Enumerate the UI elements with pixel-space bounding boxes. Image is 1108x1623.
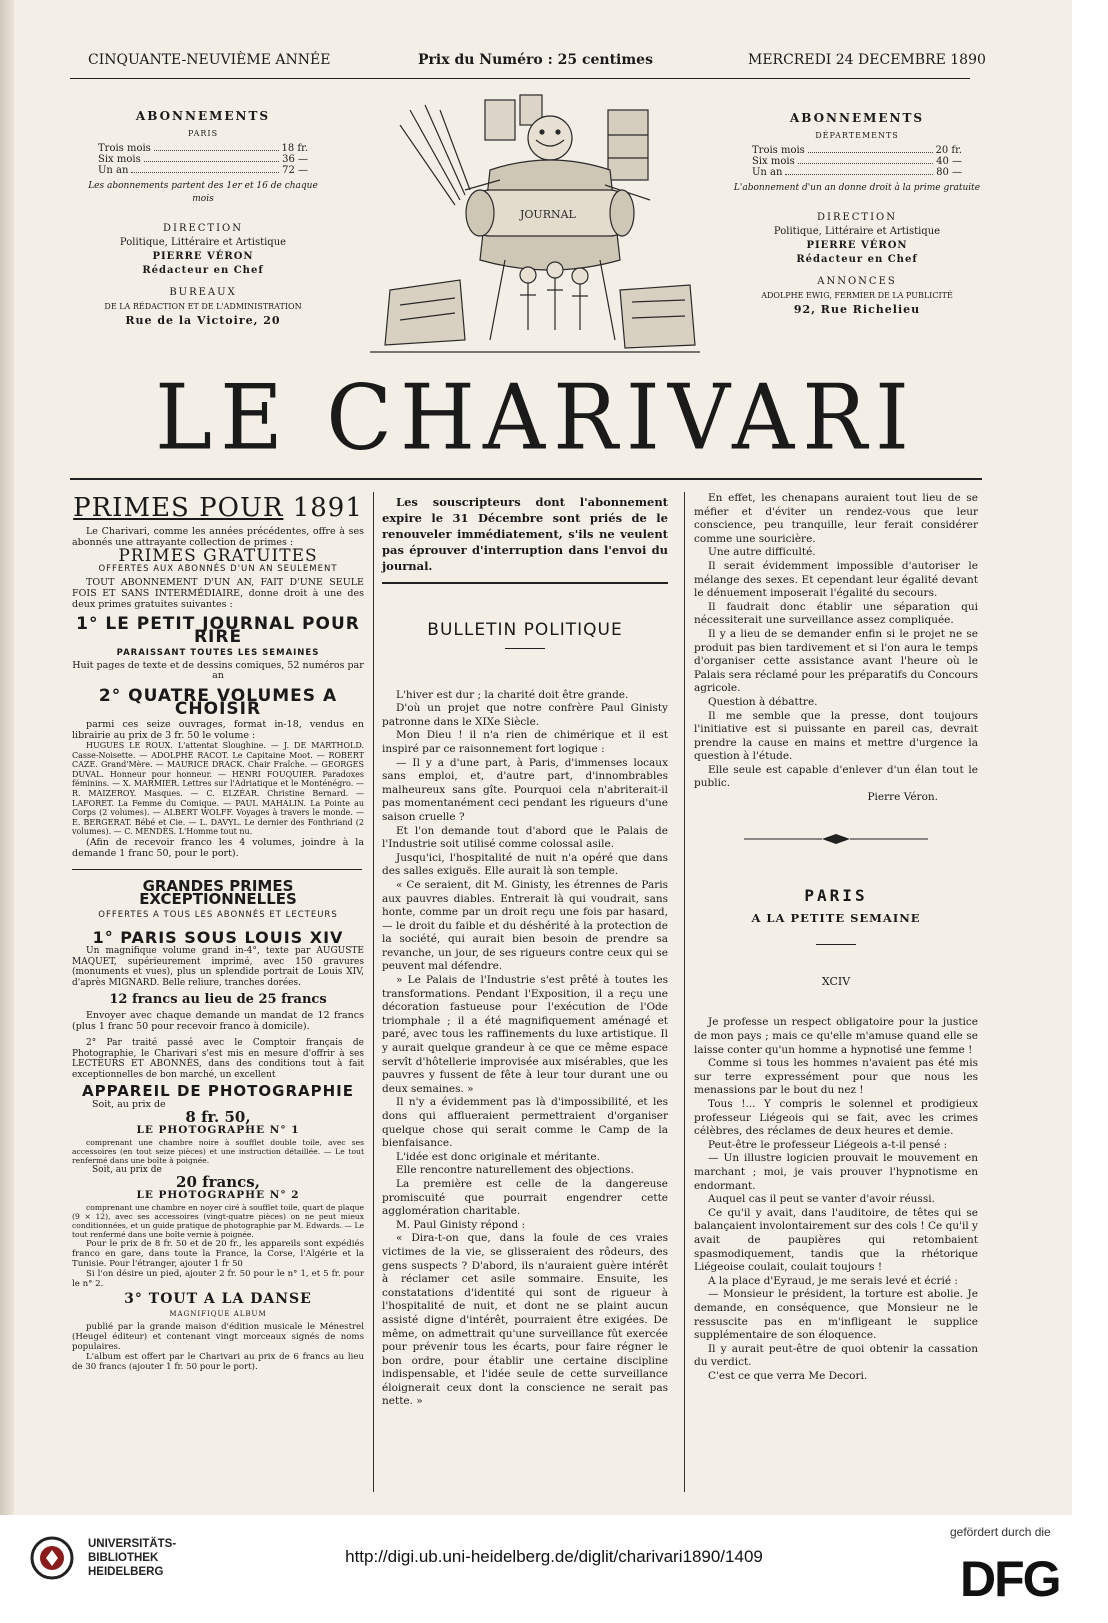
bulletin-continued-paragraph: Question à débattre. (708, 695, 818, 708)
dfg-logo: DFG (960, 1551, 1060, 1607)
column-bulletin (382, 492, 668, 1409)
bureaux-title: BUREAUX (169, 287, 237, 298)
chronicle-paragraph: Tous !... Y compris le solennel et prodigieux professeur Liégeois qui se fait, avec les crimes célèbres, des réclames de deux heures et demie. (694, 1098, 978, 1138)
direction-line: Politique, Littéraire et Artistique (773, 226, 941, 237)
chronicle-paragraph: Peut-être le professeur Liégeois a-t-il pensé : (708, 1138, 948, 1151)
grande-prime-3-text: publié par la grande maison d'édition musicale le Ménestrel (Heugel éditeur) et contenant vingt morceaux signés de noms populaires. (72, 1321, 364, 1352)
renewal-notice: Les souscripteurs dont l'abonnement expire le 31 Décembre sont priés de le renouveler immédiatement, s'ils ne veulent pas éprouver d'interruption dans l'envoi du journal. (382, 495, 668, 573)
bulletin-paragraph: — Il y a d'une part, à Paris, d'immenses locaux sans emploi, et, d'autre part, d'innombrables malheureux sans gîte. Pourquoi cela n'abriterait-il pas momentanément ceci pendant les rigueurs d'une saison cruelle ? (382, 756, 668, 823)
chronicle-paragraph: — Monsieur le président, la torture est abolie. Je demande, en conséquence, que Monsieur ne le ressuscite pas en m'infligeant le supplice supplémentaire de son éloquence. (694, 1288, 978, 1342)
direction-title: DIRECTION (816, 212, 898, 223)
page-binding-edge (0, 0, 14, 1515)
photographe-2-name: LE PHOTOGRAPHE N° 2 (136, 1189, 300, 1202)
paris-rule (816, 944, 856, 945)
bulletin-paragraph: Jusqu'ici, l'hospitalité de nuit n'a opéré que dans des salles exiguës. Elle aurait là son temple. (382, 851, 668, 878)
bulletin-continued-paragraph: Il me semble que la presse, dont toujours l'initiative est si puissante en pareil cas, devrait prendre la cause en mains et mettre d'urgence la question à l'étude. (694, 709, 978, 763)
annonces-address: 92, Rue Richelieu (793, 303, 921, 316)
grande-prime-3-sub: MAGNIFIQUE ALBUM (169, 1310, 267, 1319)
subs-dept-row: Un an 80 — (752, 167, 962, 178)
director-name: PIERRE VÉRON (152, 251, 254, 262)
bulletin-continued-paragraph: Il y a lieu de se demander enfin si le projet ne se produit pas bien tardivement et si l'on aura le temps d'organiser cette assistance avant l'heure où le Palais sera réclamé pour les préparatifs du Concours agricole. (694, 627, 978, 695)
subs-paris-note: Les abonnements partent des 1er et 16 de chaque mois (88, 181, 318, 204)
masthead-rule (70, 478, 982, 480)
bulletin-paragraph: Mon Dieu ! il n'a rien de chimérique et il est inspiré par ce raisonnement fort logique : (382, 729, 668, 755)
ornament-divider (694, 819, 978, 859)
bulletin-paragraph: Et l'on demande tout d'abord que le Palais de l'Industrie soit utilisé comme colossal asile. (382, 824, 668, 851)
chronicle-paragraph: Auquel cas il peut se vanter d'avoir réussi. (708, 1193, 935, 1206)
bureaux-address: Rue de la Victoire, 20 (125, 314, 281, 327)
subs-dept-row: Trois mois 20 fr. (752, 145, 962, 156)
subs-paris-row: Un an 72 — (98, 165, 308, 176)
prime-1-title: 1° LE PETIT JOURNAL POUR RIRE (76, 613, 360, 648)
masthead-illustration (370, 90, 700, 360)
grandes-primes-sub: OFFERTES A TOUS LES ABONNÉS ET LECTEURS (98, 910, 338, 921)
subscriptions-paris (78, 110, 328, 328)
director-role: Rédacteur en Chef (796, 254, 918, 265)
bulletin-paragraph: M. Paul Ginisty répond : (396, 1218, 526, 1231)
signature: Pierre Véron. (867, 791, 938, 804)
primes-gratuites-sub: OFFERTES AUX ABONNÉS D'UN AN SEULEMENT (98, 564, 338, 575)
photographe-1-desc: comprenant une chambre noire à soufflet double toile, avec ses accessoires (en tout seize pièces) et une instruction détaillée. — Le tout renfermé dans une boîte à poignée. (72, 1137, 364, 1165)
bulletin-paragraph: L'hiver est dur ; la charité doit être grande. (396, 688, 629, 701)
paris-subtitle: A LA PETITE SEMAINE (751, 911, 921, 926)
bulletin-paragraph: L'idée est donc originale et méritante. (396, 1150, 600, 1163)
subs-dept-region: DÉPARTEMENTS (815, 131, 899, 140)
photographe-2-soit: Soit, au prix de (92, 1164, 162, 1175)
scroll-label: JOURNAL (520, 208, 576, 221)
scan-margin (1072, 0, 1108, 1515)
chronicle-paragraph: C'est ce que verra Me Decori. (708, 1369, 868, 1382)
primes-heading: PRIMES POUR 1891 (73, 493, 363, 523)
grande-prime-2-title: APPAREIL DE PHOTOGRAPHIE (81, 1081, 355, 1100)
bulletin-continued-paragraph: Une autre difficulté. (708, 546, 816, 559)
subs-dept-title: ABONNEMENTS (789, 111, 925, 125)
subscriptions-departements (732, 112, 982, 317)
paris-title: PARIS (804, 885, 868, 905)
prime-2-note: (Afin de recevoir franco les 4 volumes, joindre à la demande 1 franc 50, pour le port). (72, 836, 364, 859)
grande-prime-2-soit: Soit, au prix de (92, 1099, 166, 1111)
primes-gratuites-title: PRIMES GRATUITES (118, 545, 318, 566)
prime-1-text: Huit pages de texte et de dessins comiques, 52 numéros par an (72, 659, 364, 682)
annonces-title: ANNONCES (817, 276, 897, 287)
header-rule (70, 78, 970, 79)
masthead-title: LE CHARIVARI (155, 365, 917, 471)
issue-price: Prix du Numéro : 25 centimes (418, 52, 653, 68)
grande-prime-1-note: Envoyer avec chaque demande un mandat de 12 francs (plus 1 franc 50 pour recevoir franco à domicile). (72, 1010, 364, 1033)
column-rule (684, 492, 685, 1492)
subs-paris-region: PARIS (187, 129, 219, 138)
issue-date: MERCREDI 24 DECEMBRE 1890 (748, 52, 986, 68)
chronicle-number: XCIV (821, 974, 851, 988)
direction-paris (78, 222, 328, 328)
primes-gratuites-text: TOUT ABONNEMENT D'UN AN, FAIT D'UNE SEULE FOIS ET SANS INTERMÉDIAIRE, donne droit à une des deux primes gratuites suivantes : (72, 576, 364, 610)
source-url[interactable]: http://digi.ub.uni-heidelberg.de/diglit/charivari1890/1409 (345, 1547, 763, 1566)
chronicle-paragraph: — Un illustre logicien prouvait le mouvement en marchant ; moi, je vais prouver l'hypnotisme en endormant. (694, 1152, 978, 1192)
primes-intro: Le Charivari, comme les années précédentes, offre à ses abonnés une attrayante collection de primes : (72, 525, 364, 548)
funding-note: gefördert durch die (950, 1525, 1051, 1539)
chronicle-paragraph: Comme si tous les hommes n'avaient pas été mis sur terre expressément pour que nous les menassions par le bout du nez ! (694, 1057, 978, 1097)
prime-2-list: HUGUES LE ROUX. L'attentat Sloughine. — J. DE MARTHOLD. Casse-Noisette. — ADOLPHE RACOT. Le Capitaine Moot. — ROBERT CAZE. Grand'Mère. — MAURICE DRACK. Chair Fraîche. — GEORGES DUVAL. Honneur pour honneur. — HENRI FOUQUIER. Paradoxes féminins. — X. MARMIER. Lettres sur l'Adriatique et le Monténégro. — R. MAIZEROY. Masques. — C. ELZÉAR. Christine Bernard. — LAFORET. La Femme du Comique. — PAUL MAHALIN. La Pointe au Corps (2 volumes). — ALBERT WOLFF. Voyages à travers le monde. — E. BERGERAT. Bébé et Cie. — L. DAVYL. Le dernier des Fonthriand (2 volumes). — C. MENDÈS. L'Homme tout nu. (72, 740, 364, 837)
bulletin-continued-paragraph: Elle seule est capable d'enlever d'un élan tout le public. (694, 763, 978, 790)
bulletin-paragraph: Elle rencontre naturellement des objections. (396, 1164, 634, 1177)
prime-2-text: parmi ces seize ouvrages, format in-18, vendus en librairie au prix de 3 fr. 50 le volume : (72, 718, 364, 741)
column-paris (694, 492, 978, 1383)
direction-dept (732, 211, 982, 317)
photographe-shipping: Pour le prix de 8 fr. 50 et de 20 fr., les appareils sont expédiés franco en gare, dans toute la France, la Corse, l'Algérie et la Tunisie. Pour l'étranger, ajouter 1 fr 50 (72, 1238, 364, 1269)
photographe-2-price: 20 francs, (176, 1172, 260, 1191)
bulletin-rule (505, 648, 545, 649)
grande-prime-2-text: 2° Par traité passé avec le Comptoir français de Photographie, le Charivari s'est mis en mesure d'offrir à ses LECTEURS ET ABONNÉS, dans des conditions tout à fait exceptionnelles de bon marché, un excellent (72, 1038, 364, 1080)
grande-prime-1-price: 12 francs au lieu de 25 francs (109, 991, 327, 1007)
photographe-foot: Si l'on désire un pied, ajouter 2 fr. 50 pour le n° 1, et 5 fr. pour le n° 2. (72, 1268, 364, 1289)
grande-prime-3-title: 3° TOUT A LA DANSE (124, 1290, 312, 1307)
director-name: PIERRE VÉRON (806, 240, 908, 251)
university-name: UNIVERSITÄTS- BIBLIOTHEK HEIDELBERG (88, 1538, 177, 1578)
grande-prime-3-offer: L'album est offert par le Charivari au prix de 6 francs au lieu de 30 francs (ajouter 1 fr. 50 pour le port). (72, 1351, 364, 1372)
prime-2-title: 2° QUATRE VOLUMES A CHOISIR (98, 685, 338, 720)
photographe-2-desc: comprenant une chambre en noyer ciré à soufflet toile, quart de plaque (9 × 12), avec ses accessoires (vingt-quatre pièces) on ne peut mieux conditionnées, et un guide pratique de photographie par M. Edwards. — Le tout renfermé dans une boîte vernie à poignée. (72, 1202, 364, 1239)
photographe-1-price: 8 fr. 50, (185, 1107, 251, 1126)
chronicle-paragraph: Je professe un respect obligatoire pour la justice de mon pays ; mais ce qu'elle m'amuse quand elle se laisse conter qu'un homme a hypnotisé une femme ! (694, 1016, 978, 1056)
bureaux-line: DE LA RÉDACTION ET DE L'ADMINISTRATION (104, 302, 302, 311)
bulletin-title: BULLETIN POLITIQUE (427, 620, 623, 640)
prime-1-sub: PARAISSANT TOUTES LES SEMAINES (116, 647, 320, 658)
subs-paris-row: Six mois 36 — (98, 154, 308, 165)
column-primes (72, 492, 364, 1372)
annonces-line: ADOLPHE EWIG, FERMIER DE LA PUBLICITÉ (761, 291, 953, 300)
direction-title: DIRECTION (162, 223, 244, 234)
grande-prime-1-text: Un magnifique volume grand in-4°, texte par AUGUSTE MAQUET, supérieurement imprimé, avec 150 gravures (monuments et vues), plus un splendide portrait de Louis XIV, d'après MIGNARD. Belle reliure, tranches dorées. (72, 946, 364, 989)
issue-year: CINQUANTE-NEUVIÈME ANNÉE (88, 52, 331, 68)
chronicle-paragraph: Il y aurait peut-être de quoi obtenir la cassation du verdict. (694, 1342, 978, 1369)
bulletin-paragraph: » Le Palais de l'Industrie s'est prêté à toutes les transformations. Pendant l'Exposition, il a reçu une décoration fastueuse pour l'exécution de l'Ode triomphale ; il a été magnifiquement aménagé et paré, avec tous les raffinements du luxe artistique. Il y aurait quelque grandeur à ce que ce même espace servît d'hôtellerie improvisée aux misérables, que les pauvres y fussent de fête à leur tour durant une ou deux semaines. » (382, 974, 668, 1095)
direction-line: Politique, Littéraire et Artistique (119, 237, 287, 248)
subs-dept-row: Six mois 40 — (752, 156, 962, 167)
bulletin-paragraph: D'où un projet que notre confrère Paul Ginisty patronne dans le XIXe Siècle. (382, 702, 668, 728)
bulletin-continued-paragraph: Il faudrait donc établir une séparation qui nécessiterait une surveillance assez compliquée. (694, 600, 978, 627)
subs-paris-title: ABONNEMENTS (135, 109, 271, 123)
chronicle-paragraph: Ce qu'il y avait, dans l'auditoire, de têtes qui se balançaient involontairement sur des cols ! Ce qu'il y avait de paupières qui retombaient spasmodiquement, tandis que la rhétorique Liégeoise coulait, coulait toujours ! (694, 1206, 978, 1274)
bulletin-paragraph: « Dira-t-on que, dans la foule de ces vraies victimes de la vie, se glisseraient des rôdeurs, des gens suspects ? D'abord, ils n'auraient guère intérêt à réclamer cet asile sommaire. Ensuite, les constatations d'identité qui sont de rigueur à l'hospitalité de nuit, et dont ne se plaint aucun assisté digne d'intérêt, pourraient être exigées. De même, on admettrait qu'une surveillance fût exercée pour prévenir tous les écarts, pour faire régner le bon ordre, pour établir une certaine discipline indispensable, et l'idée seule de cette surveillance éloignerait ceux dont la conscience ne serait pas nette. » (382, 1232, 668, 1408)
bulletin-continued-paragraph: En effet, les chenapans auraient tout lieu de se méfier et d'éviter un rendez-vous que leur conscience, peu tranquille, leur ferait considérer comme une souricière. (694, 492, 978, 545)
bulletin-paragraph: La première est celle de la dangereuse promiscuité que pourrait engendrer cette agglomération charitable. (382, 1177, 668, 1218)
issue-header (88, 52, 986, 74)
subs-paris-row: Trois mois 18 fr. (98, 143, 308, 154)
bulletin-paragraph: Il n'y a évidemment pas là d'impossibilité, et les dons qui afflueraient permettraient d'organiser quelque chose qui serait comme le Camp de la bienfaisance. (382, 1096, 668, 1150)
grande-prime-1-title: 1° PARIS SOUS LOUIS XIV (92, 927, 344, 947)
bulletin-continued-paragraph: Il serait évidemment impossible d'autoriser le mélange des sexes. Et cependant leur égalité devant le dénuement imposerait l'égalité du secours. (694, 559, 978, 600)
chronicle-paragraph: A la place d'Eyraud, je me serais levé et écrié : (708, 1274, 958, 1287)
subs-dept-note: L'abonnement d'un an donne droit à la prime gratuite (733, 183, 981, 193)
grandes-primes-title: GRANDES PRIMES EXCEPTIONNELLES (139, 876, 297, 909)
column-rule (373, 492, 374, 1492)
photographe-1-name: LE PHOTOGRAPHE N° 1 (136, 1124, 300, 1137)
bulletin-paragraph: « Ce seraient, dit M. Ginisty, les étrennes de Paris aux pauvres diables. Entrerait là qui voudrait, sans honte, comme par un droit reçu une fois par hasard, — le droit du faible et du déshérité à la protection de la société, qui aurait bien besoin de prendre sa revanche, un jour, de ses rigueurs contre ceux qui se peuvent mal défendre. (382, 878, 668, 973)
director-role: Rédacteur en Chef (142, 265, 264, 276)
